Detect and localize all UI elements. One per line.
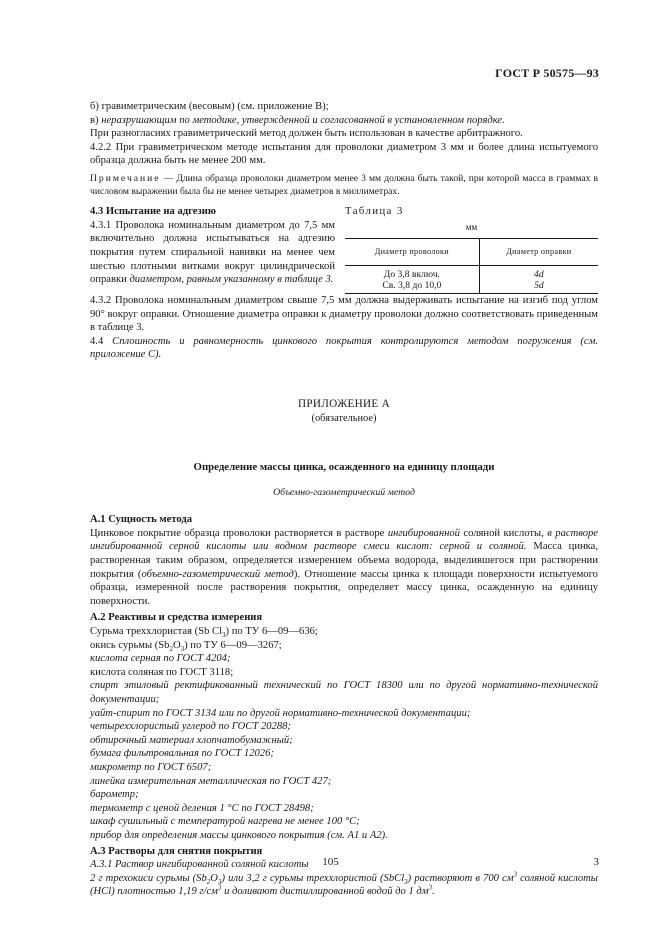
- subscript: 3: [404, 877, 408, 886]
- table-3: [345, 238, 598, 294]
- note: [90, 173, 598, 198]
- text-run: Цинковое покрытие образца проволоки растворяется в растворе: [90, 527, 388, 539]
- reagent-item: прибор для определения массы цинкового покрытия (см. А1 и А2).: [90, 829, 388, 841]
- method-subtitle: Объемно-газометрический метод: [273, 486, 415, 498]
- subscript: 2: [206, 877, 211, 886]
- reagent-item: термометр с ценой деления 1 °С по ГОСТ 28498;: [90, 802, 314, 814]
- table-cell: 4d: [479, 265, 598, 280]
- text-run: 2 г трехокиси сурьмы (Sb: [90, 872, 207, 884]
- para-4-2-2: 4.2.2 При гравиметрическом методе испытания для проволоки диаметром 3 мм и более длина испытуемого образца должна быть не менее 200 мм.: [90, 141, 598, 167]
- section-4-3-title: 4.3 Испытание на адгезию: [90, 206, 216, 218]
- superscript: 3: [217, 883, 222, 892]
- superscript: 3: [428, 883, 433, 892]
- reagent-item: четыреххлористый углерод по ГОСТ 20288;: [90, 721, 291, 733]
- reagent-item: микрометр по ГОСТ 6507;: [90, 761, 212, 773]
- reagent-item: спирт этиловый ректификованный технический по ГОСТ 18300 или по другой нормативно-технической документации;: [90, 680, 598, 705]
- text-run: окись сурьмы (Sb: [90, 639, 170, 651]
- table-caption: Таблица 3: [345, 206, 404, 218]
- text-run: ) по ТУ 6—09—636;: [225, 626, 318, 638]
- para-v: [90, 114, 598, 128]
- reagent-item: уайт-спирит по ГОСТ 3134 или по другой нормативно-технической документации;: [90, 707, 471, 719]
- section-a1-title: А.1 Сущность метода: [90, 514, 193, 526]
- appendix-title: ПРИЛОЖЕНИЕ А: [297, 397, 391, 410]
- para-v-text: неразрушающим по методике, утвержденной и согласованной в установленном порядке.: [101, 114, 505, 126]
- text-run: соляной кислоты,: [459, 527, 548, 539]
- table-row: [345, 265, 598, 280]
- reagent-item: кислота соляная по ГОСТ 3118;: [90, 666, 234, 678]
- table-cell: 5d: [479, 280, 598, 294]
- para-4-4: [90, 335, 598, 362]
- reagent-item: обтирочный материал хлопчатобумажный;: [90, 734, 293, 746]
- doc-code-header: ГОСТ Р 50575—93: [495, 66, 599, 80]
- note-text: — Длина образца проволоки диаметром менее 3 мм должна быть такой, при которой масса в граммах в числовом выражении была бы не менее четырех диаметров в миллиметрах.: [90, 172, 598, 197]
- subscript: 2: [169, 644, 173, 653]
- para-disagree: При разногласиях гравиметрический метод должен быть использован в качестве арбитражного.: [90, 128, 523, 140]
- section-4-3: [90, 205, 598, 294]
- para-a3-1: [90, 872, 598, 899]
- para-4-3-1-text: 4.3.1 Проволока номинальным диаметром до 7,5 мм включительно должна испытываться на адгезию покрытия путем спиральной навивки на менее чем шестью плотными витками вокруг цилиндрической оправки: [90, 219, 335, 286]
- subscript: 3: [217, 877, 222, 886]
- text-run: ) по ТУ 6—09—3267;: [184, 639, 282, 651]
- table-header: Диаметр оправки: [479, 239, 598, 266]
- text-run: соляной кислоты (HCl) плотностью 1,19 г/см: [90, 872, 598, 898]
- table-3-block: [345, 205, 598, 294]
- para-a1: [90, 527, 598, 609]
- appendix-status: (обязательное): [311, 412, 377, 424]
- text-run: Сурьма треххлористая (Sb Cl: [90, 626, 223, 638]
- text-run: ) растворяют в 700 см: [407, 872, 514, 884]
- text-run: O: [172, 639, 181, 651]
- section-a2-title: А.2 Реактивы и средства измерения: [90, 612, 263, 624]
- para-4-3-2: 4.3.2 Проволока номинальным диаметром свыше 7,5 мм должна выдерживать испытание на изгиб под углом 90° вокруг оправки. Отношение диаметра оправки к диаметру проволоки должно соответствовать приведенным в таблице 3.: [90, 294, 598, 334]
- section-a3-title: А.3 Растворы для снятия покрытия: [90, 845, 263, 857]
- table-cell: До 3,8 включ.: [383, 268, 440, 280]
- table-header: Диаметр проволоки: [345, 239, 479, 266]
- reagent-item: барометр;: [90, 789, 139, 801]
- text-run: Масса цинка, растворенная таким образом, определяется измерением объема водорода, выделившегося при растворении покрытия (: [90, 541, 599, 580]
- table-row: [345, 280, 598, 294]
- page-content: [90, 100, 598, 899]
- text-run: ) или 3,2 г сурьмы треххлористой (SbCl: [221, 872, 405, 884]
- appendix-heading: Определение массы цинка, осажденного на единицу площади: [193, 461, 495, 474]
- subscript: 3: [180, 644, 185, 653]
- text-run: и доливают дистиллированной водой до 1 дм: [221, 886, 429, 898]
- para-v-label: в): [90, 114, 99, 126]
- reagent-sb2o3: [90, 639, 598, 653]
- text-run: ингибированной: [387, 527, 460, 539]
- reagent-item: шкаф сушильный с температурой нагрева не менее 100 °С;: [90, 816, 360, 828]
- reagent-item: кислота серная по ГОСТ 4204;: [90, 653, 231, 665]
- text-run: объемно-газометрический метод: [141, 568, 294, 580]
- sheet-number: 3: [593, 856, 599, 868]
- superscript: 3: [513, 870, 518, 879]
- text-run: ). Отношение массы цинка к площади поверхности испытуемого образца, измеренной после растворения покрытия, определяет массу цинка, осажденную на единицу поверхности.: [90, 568, 598, 607]
- para-b: б) гравиметрическим (весовым) (см. приложение В);: [90, 101, 329, 112]
- para-4-4-num: 4.4: [90, 335, 104, 347]
- text-run: .: [432, 886, 435, 898]
- reagent-item: бумага фильтровальная по ГОСТ 12026;: [90, 748, 274, 760]
- para-4-4-text: Сплошность и равномерность цинкового покрытия контролируются методом погружения (см. приложение С).: [90, 335, 598, 361]
- reagent-item: линейка измерительная металлическая по ГОСТ 427;: [90, 775, 332, 787]
- text-run: O: [210, 872, 218, 884]
- table-cell: Св. 3,8 до 10,0: [345, 280, 479, 294]
- reagent-sb-cl3: [90, 625, 598, 639]
- note-label: Примечание: [90, 172, 161, 184]
- table-unit: мм: [465, 221, 478, 232]
- text-run: в растворе ингибированной серной кислоты или водном растворе смеси кислот: серной и соляной.: [90, 527, 598, 553]
- page-number: 105: [322, 856, 339, 868]
- para-4-3-1-italic: диаметром, равным указанному в таблице 3.: [129, 274, 334, 286]
- subsection-a3-1: А.3.1 Раствор ингибированной соляной кислоты: [90, 859, 309, 871]
- subscript: 3: [222, 631, 226, 640]
